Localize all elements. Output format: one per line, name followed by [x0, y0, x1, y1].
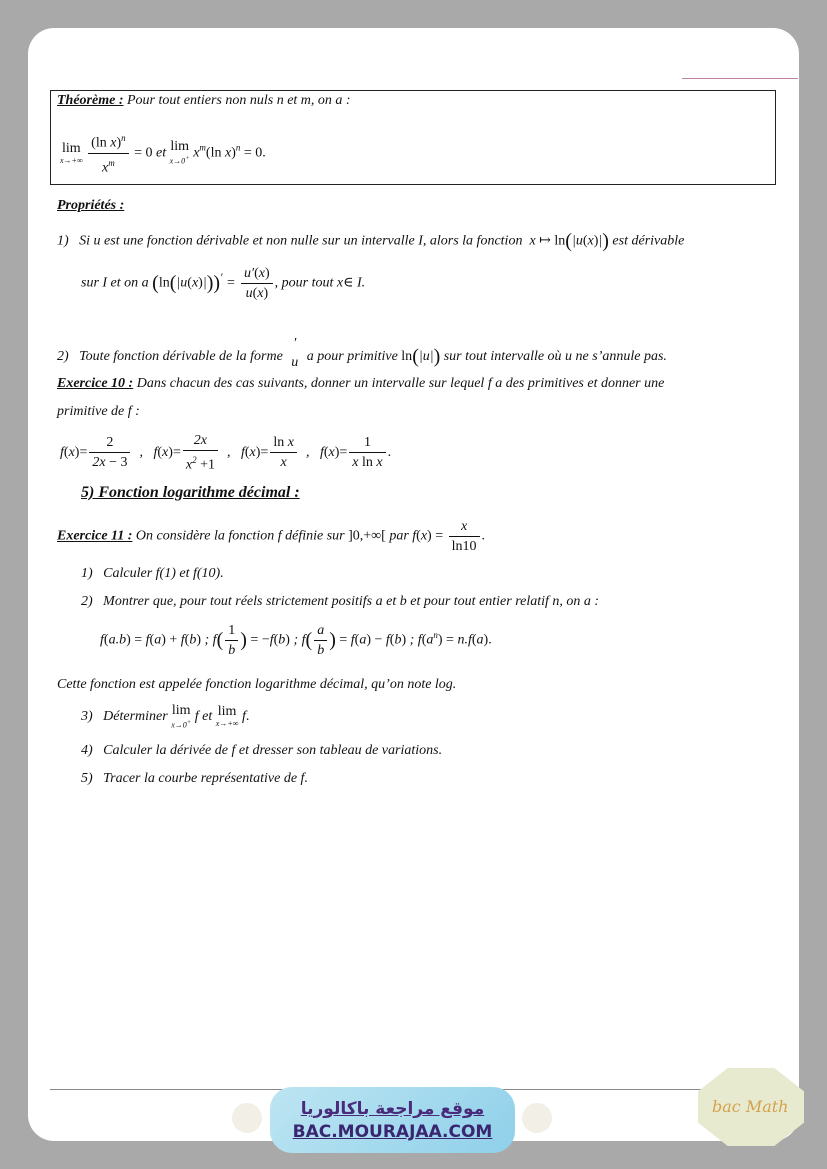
item-2-num: 2)	[81, 594, 93, 609]
property-2-mid: a pour primitive	[306, 349, 398, 364]
exercise10-text: Dans chacun des cas suivants, donner un intervalle sur lequel f a des primitives et donner une	[136, 376, 665, 391]
property-1-tail: , pour tout x∈ I.	[274, 275, 366, 291]
site-banner[interactable]	[270, 1087, 515, 1153]
item-3-mid: et	[202, 709, 213, 725]
item-4-text: Calculer la dérivée de f et dresser son tableau de variations.	[103, 743, 443, 758]
exercise11-item-5	[81, 771, 308, 787]
left-logo-icon	[232, 1103, 262, 1133]
property-1-cont: sur I et on a (ln(|u(x)|))′ = $\frac{u'(x)}{u(x)}$ , pour tout x∈ I.	[81, 266, 366, 301]
exercise10-functions: f(x)= $\frac{2}{2x - 3}$ , f(x)= $\frac{2x}{x^2 +1}$ , f(x)= $\frac{\text{ln x}}{x}$ , f(x)= $\frac{1}{\text{x ln x}}$ .	[60, 433, 392, 473]
property-2: 2) Toute fonction dérivable de la forme ′ u a pour primitive ln(|u|) sur tout intervalle où u ne s’annule pas.	[57, 336, 667, 370]
theorem-formula: lim x→+∞ $\frac{(\ln x)^n}{x^m}$ = 0 et lim x→0+ $x^m(\ln$ x)$^n$ = 0.	[60, 130, 266, 176]
item-2-text: Montrer que, pour tout réels strictement positifs a et b et pour tout entier relatif n, on a :	[103, 594, 600, 609]
exercise11-text: On considère la fonction f définie sur	[135, 528, 345, 544]
section5-title: 5) Fonction logarithme décimal :	[81, 484, 300, 501]
badge-text: bac Math	[712, 1097, 789, 1116]
property-2-num: 2)	[57, 349, 69, 364]
exercise11-text-mid: par	[389, 528, 409, 544]
exercise11-line: Exercice 11 : On considère la fonction f définie sur ]0,+∞[ par f(x) = $\frac{x}{\ln 10}$ .	[57, 519, 486, 554]
exercise11-item-3: 3) Déterminer lim x→0+ f et lim x→+∞ f.	[81, 703, 250, 730]
properties-title: Propriétés :	[57, 198, 125, 213]
exercise11-item-1	[81, 566, 224, 582]
exercise11-note: Cette fonction est appelée fonction logarithme décimal, qu’on note log.	[57, 677, 457, 692]
banner-site[interactable]: BAC.MOURAJAA.COM	[292, 1122, 493, 1142]
item-5-num: 5)	[81, 771, 93, 786]
exercise11-item-4	[81, 743, 442, 759]
exercise10-line1	[57, 376, 664, 392]
item-1-text: Calculer f(1) et f(10).	[103, 566, 224, 581]
exercise11-title: Exercice 11 :	[57, 528, 133, 544]
property-2-end: sur tout intervalle où u ne s’annule pas.	[443, 349, 667, 364]
exercise10-line2: primitive de f :	[57, 404, 140, 419]
header-rule	[682, 78, 798, 79]
exercise11-item-2	[81, 594, 599, 610]
theorem-title: Théorème :	[57, 93, 124, 108]
right-logo-icon	[522, 1103, 552, 1133]
property-1-cont-text: sur I et on a	[81, 275, 149, 291]
property-1-text: Si u est une fonction dérivable et non nulle sur un intervalle I, alors la fonction	[79, 233, 523, 249]
item-5-text: Tracer la courbe représentative de f.	[103, 771, 308, 786]
property-2-text: Toute fonction dérivable de la forme	[79, 349, 283, 364]
item-3-text: Déterminer	[103, 709, 168, 725]
property-1: 1) Si u est une fonction dérivable et non nulle sur un intervalle I, alors la fonction x ↦ ln(|u(x)|) est dérivable	[57, 230, 685, 252]
item-3-num: 3)	[81, 709, 93, 725]
banner-arabic: موقع مراجعة باكالوريا	[300, 1099, 485, 1119]
property-1-end: est dérivable	[612, 233, 685, 249]
item-4-num: 4)	[81, 743, 93, 758]
log-properties-formula: f(a.b) = f(a) + f(b) ; f( $\frac{1}{b}$ ) = −f(b) ; f( $\frac{a}{b}$ ) = f(a) − f(b) ; $f(a^n) = n.f(a)$.	[100, 623, 492, 658]
theorem-text: Pour tout entiers non nuls n et m, on a :	[126, 93, 351, 108]
page-sheet	[28, 28, 799, 1141]
exercise10-title: Exercice 10 :	[57, 376, 134, 391]
item-1-num: 1)	[81, 566, 93, 581]
property-1-num: 1)	[57, 233, 69, 249]
theorem-line	[57, 93, 351, 109]
